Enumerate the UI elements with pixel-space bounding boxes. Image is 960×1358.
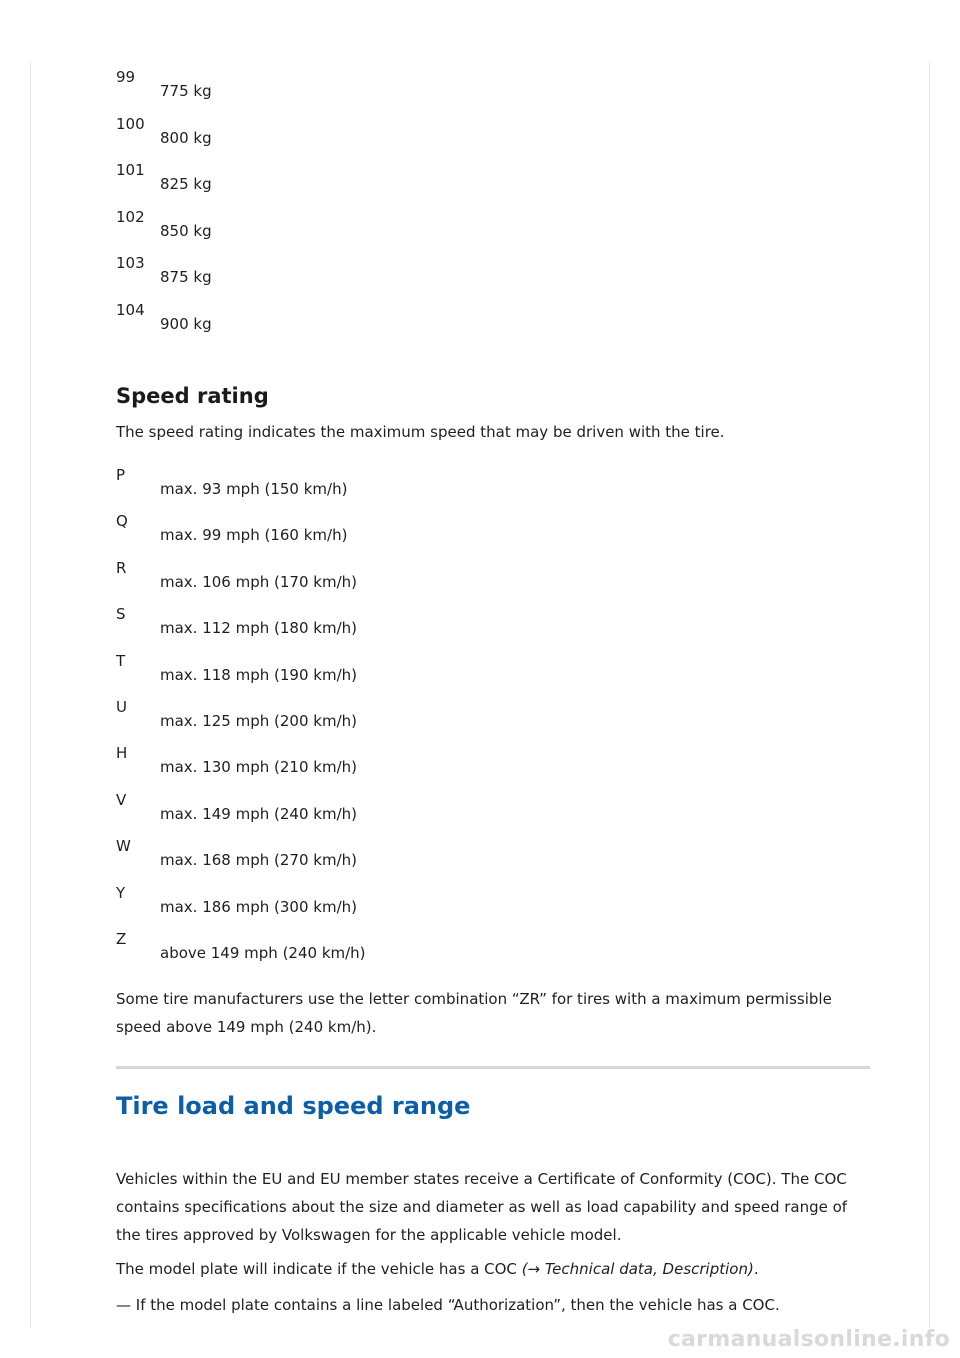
paragraph-2-end: .	[753, 1260, 759, 1278]
speed-rating-row-value: max. 99 mph (160 km/h)	[160, 526, 348, 545]
speed-rating-row-code: Q	[116, 512, 128, 531]
tire-load-heading: Tire load and speed range	[116, 1092, 471, 1120]
speed-rating-row-value: max. 186 mph (300 km/h)	[160, 897, 357, 916]
speed-rating-note: Some tire manufacturers use the letter combination “ZR” for tires with a maximum permissible speed above 149 mph (240 km/h).	[116, 990, 832, 1036]
section-divider	[116, 1066, 870, 1069]
tire-load-paragraph-1: Vehicles within the EU and EU member states receive a Certificate of Conformity (COC). The COC contains specifications about the size and diameter as well as load capability and speed range of the tires approved by Volkswagen for the applicable vehicle model.	[116, 1170, 848, 1244]
load-index-row-code: 101	[116, 161, 145, 180]
left-margin-rule	[30, 62, 31, 1328]
speed-rating-row-value: max. 93 mph (150 km/h)	[160, 480, 348, 498]
speed-rating-row-code: R	[116, 558, 127, 577]
speed-rating-row-value: max. 125 mph (200 km/h)	[160, 712, 357, 730]
speed-rating-row-code: T	[116, 651, 126, 670]
load-index-row-value: 775 kg	[160, 82, 212, 100]
speed-rating-row-value: max. 168 mph (270 km/h)	[160, 851, 357, 870]
tire-load-paragraph-3: — If the model plate contains a line labeled “Authorization”, then the vehicle has a COC.	[116, 1296, 780, 1314]
right-margin-rule	[929, 62, 930, 1328]
speed-rating-row-value: max. 112 mph (180 km/h)	[160, 619, 357, 638]
speed-rating-row-code: Z	[116, 930, 127, 948]
load-index-row-code: 104	[116, 301, 145, 319]
load-index-row-value: 900 kg	[160, 315, 212, 333]
speed-rating-intro: The speed rating indicates the maximum speed that may be driven with the tire.	[116, 423, 725, 441]
speed-rating-row-code: P	[116, 466, 126, 484]
speed-rating-row-code: S	[116, 605, 126, 624]
load-index-row-value: 825 kg	[160, 175, 212, 194]
speed-rating-row-value: max. 118 mph (190 km/h)	[160, 665, 357, 684]
speed-rating-row-code: V	[116, 790, 127, 809]
speed-rating-row-code: U	[116, 698, 127, 716]
speed-rating-row-code: Y	[116, 883, 126, 902]
load-index-row-code: 100	[116, 114, 145, 133]
paragraph-2-text: The model plate will indicate if the vehicle has a COC	[116, 1260, 522, 1278]
load-index-row-code: 103	[116, 254, 145, 273]
speed-rating-row-code: W	[116, 837, 131, 856]
load-index-row-value: 800 kg	[160, 128, 212, 147]
speed-rating-row-code: H	[116, 744, 128, 763]
load-index-row-code: 99	[116, 68, 136, 86]
speed-rating-heading: Speed rating	[116, 384, 269, 408]
watermark: carmanualsonline.info	[667, 1327, 950, 1352]
technical-data-reference-link[interactable]: (→ Technical data, Description)	[521, 1260, 754, 1278]
speed-rating-row-value: max. 130 mph (210 km/h)	[160, 758, 357, 777]
tire-load-paragraph-2	[116, 1255, 870, 1283]
speed-rating-row-value: above 149 mph (240 km/h)	[160, 944, 366, 962]
speed-rating-row-value: max. 149 mph (240 km/h)	[160, 804, 357, 823]
load-index-row-value: 850 kg	[160, 221, 212, 240]
load-index-row-code: 102	[116, 207, 145, 226]
load-index-row-value: 875 kg	[160, 268, 212, 287]
speed-rating-row-value: max. 106 mph (170 km/h)	[160, 572, 357, 591]
